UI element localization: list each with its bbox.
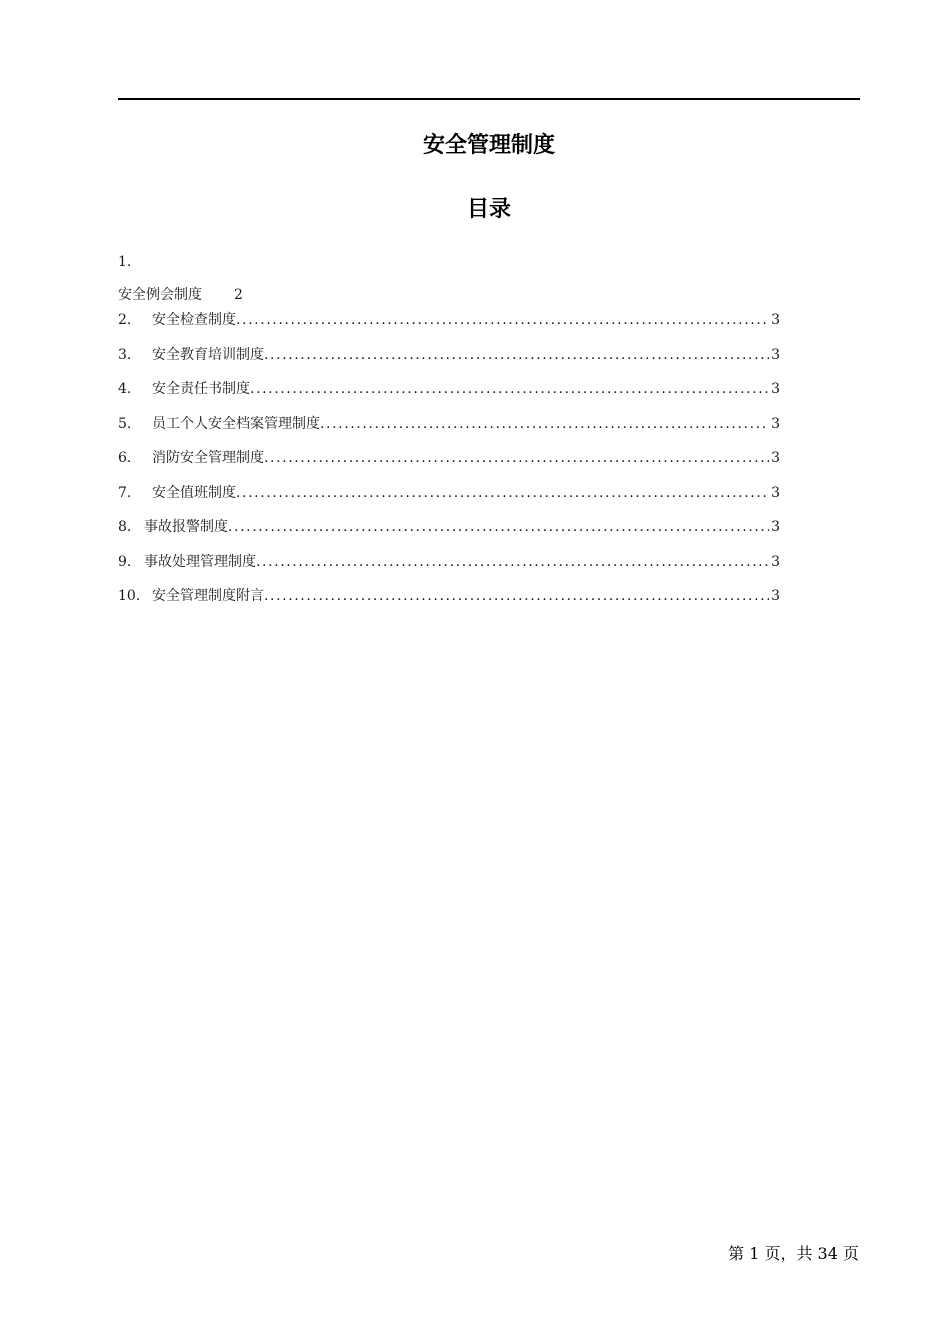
- footer-page-indicator: 第 1 页，共 34 页: [728, 1244, 859, 1263]
- toc-item-4[interactable]: [118, 380, 780, 415]
- toc-item-page: 3: [771, 415, 780, 432]
- toc-leader-dots: [320, 415, 769, 433]
- document-title: 安全管理制度: [422, 133, 555, 158]
- toc-item-label: 安全检查制度: [152, 312, 236, 328]
- toc-item-5[interactable]: [118, 415, 780, 450]
- toc-leader-dots: [264, 346, 769, 364]
- toc-leader-dots: [256, 553, 769, 571]
- toc-item-1-number: 1.: [118, 254, 132, 270]
- toc-item-2[interactable]: [118, 311, 780, 346]
- header-rule: [118, 98, 860, 100]
- toc-item-page: 3: [771, 588, 780, 604]
- toc-item-number: 8.: [118, 519, 132, 535]
- toc-item-page: 3: [771, 553, 780, 570]
- toc-item-number: 5.: [118, 415, 132, 432]
- toc-item-number: 3.: [118, 346, 132, 363]
- toc-item-page: 3: [771, 519, 780, 535]
- toc-leader-dots: [236, 484, 769, 502]
- toc-item-label: 消防安全管理制度: [152, 450, 264, 466]
- toc-item-3[interactable]: [118, 346, 780, 381]
- toc-item-page: 3: [771, 346, 780, 363]
- toc-list: [118, 311, 780, 622]
- toc-item-label: 安全管理制度附言: [152, 588, 264, 604]
- toc-item-9[interactable]: [118, 553, 780, 588]
- toc-item-number: 9.: [118, 553, 132, 570]
- toc-item-page: 3: [771, 484, 780, 501]
- toc-item-number: 6.: [118, 450, 132, 466]
- toc-item-number: 7.: [118, 484, 132, 501]
- toc-item-number: 4.: [118, 381, 132, 397]
- toc-item-label: 事故处理管理制度: [144, 553, 256, 570]
- toc-item-page: 3: [771, 381, 780, 397]
- toc-item-page: 3: [771, 312, 780, 328]
- toc-item-label: 安全例会制度: [118, 287, 202, 303]
- toc-leader-dots: [250, 380, 769, 398]
- toc-item-label: 员工个人安全档案管理制度: [152, 415, 320, 432]
- toc-heading: 目录: [466, 197, 511, 222]
- toc-leader-dots: [264, 449, 769, 467]
- toc-item-number: 2.: [118, 312, 132, 328]
- toc-item-page: 3: [771, 450, 780, 466]
- toc-item-label: 安全值班制度: [152, 484, 236, 501]
- toc-item-7[interactable]: [118, 484, 780, 519]
- toc-item-10[interactable]: [118, 587, 780, 622]
- toc-leader-dots: [228, 518, 769, 536]
- toc-leader-dots: [236, 311, 769, 329]
- toc-item-1[interactable]: [118, 286, 243, 304]
- toc-item-label: 安全责任书制度: [152, 381, 250, 397]
- toc-item-label: 事故报警制度: [144, 519, 228, 535]
- toc-item-number: 10.: [118, 588, 141, 604]
- toc-leader-dots: [264, 587, 769, 605]
- toc-item-label: 安全教育培训制度: [152, 346, 264, 363]
- toc-item-8[interactable]: [118, 518, 780, 553]
- toc-item-6[interactable]: [118, 449, 780, 484]
- toc-item-page: 2: [234, 287, 243, 303]
